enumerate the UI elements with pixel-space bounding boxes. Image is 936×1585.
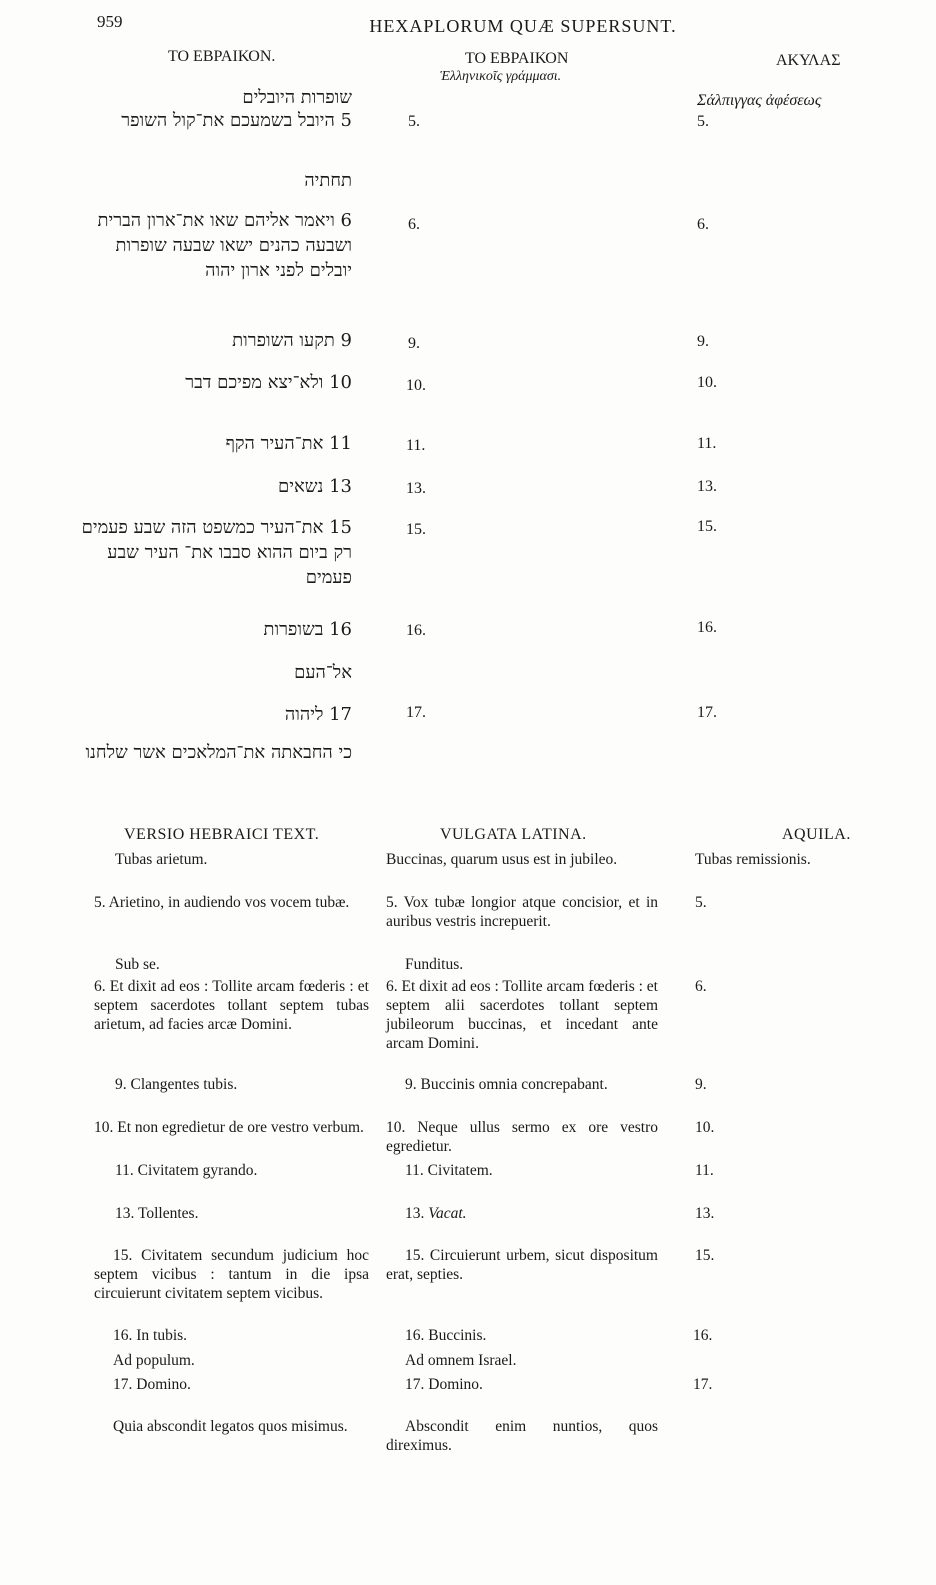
aquila-latin: 11. xyxy=(695,1162,714,1179)
aquila-number: 11. xyxy=(697,435,717,452)
hebrew-line: תחתיה xyxy=(304,170,352,191)
aquila-number: 17. xyxy=(697,704,717,721)
translit-number: 17. xyxy=(406,704,426,721)
hebrew-line: 5 היובל בשמעכם את־קול השופר xyxy=(121,110,352,131)
aquila-number: 10. xyxy=(697,374,717,391)
versio-text: 15. Civitatem secundum judicium hoc septem vicibus : tantum in die ipsa circuierunt civitatem septem vicibus. xyxy=(94,1247,369,1302)
vulgata-number: 13. xyxy=(405,1205,425,1222)
aquila-number: 15. xyxy=(697,518,717,535)
aquila-latin: 6. xyxy=(695,978,707,995)
aquila-number: 5. xyxy=(697,113,709,130)
vulgata-text xyxy=(405,1204,467,1223)
vulgata-text: 9. Buccinis omnia concrepabant. xyxy=(405,1076,608,1093)
versio-text: 6. Et dixit ad eos : Tollite arcam fœderis : et septem sacerdotes tollant septem tubas arietum, ad facies arcæ Domini. xyxy=(94,978,369,1033)
aquila-latin: 5. xyxy=(695,894,707,911)
hebrew-line: 6 ויאמר אליהם שאו את־ארון הברית ושבעה כהנים ישאו שבעה שופרות יובלים לפני ארון יהוה xyxy=(97,210,352,281)
aquila-greek: Σάλπιγγας ἀφέσεως xyxy=(697,92,822,109)
hebrew-line: שופרות היובלים xyxy=(242,87,352,108)
versio-text: Sub se. xyxy=(115,956,160,973)
translit-number: 9. xyxy=(408,335,420,352)
aquila-latin: 10. xyxy=(695,1119,715,1136)
versio-text: 9. Clangentes tubis. xyxy=(115,1076,238,1093)
versio-text: Quia abscondit legatos quos misimus. xyxy=(113,1418,348,1435)
upper-col2-header: ΤΟ ΕΒΡΑΙΚΟΝ xyxy=(465,50,569,67)
hebrew-line: 9 תקעו השופרות xyxy=(232,330,352,351)
vulgata-text: Buccinas, quarum usus est in jubileo. xyxy=(386,851,618,868)
aquila-number: 13. xyxy=(697,478,717,495)
versio-text: Ad populum. xyxy=(113,1352,195,1369)
versio-text: 11. Civitatem gyrando. xyxy=(115,1162,258,1179)
vulgata-text: 15. Circuierunt urbem, sicut dispositum erat, septies. xyxy=(386,1247,658,1283)
hebrew-line: 16 בשופרות xyxy=(263,619,352,640)
aquila-latin: 13. xyxy=(695,1205,715,1222)
versio-text: 5. Arietino, in audiendo vos vocem tubæ. xyxy=(94,894,350,911)
hebrew-line: 10 ולא־יצא מפיכם דבר xyxy=(185,372,352,393)
versio-text: 16. In tubis. xyxy=(113,1327,188,1344)
aquila-latin: 15. xyxy=(695,1247,715,1264)
lower-col2-header: VULGATA LATINA. xyxy=(440,826,587,843)
vulgata-text: Funditus. xyxy=(405,956,464,973)
aquila-number: 9. xyxy=(697,333,709,350)
page-number: 959 xyxy=(97,12,123,31)
vulgata-text: 17. Domino. xyxy=(405,1376,483,1393)
translit-number: 5. xyxy=(408,113,420,130)
translit-number: 10. xyxy=(406,377,426,394)
aquila-latin: Tubas remissionis. xyxy=(695,851,811,868)
vulgata-text: Abscondit enim nuntios, quos direximus. xyxy=(386,1418,658,1454)
hebrew-line: 13 נשאים xyxy=(278,476,352,497)
upper-col2-subheader: Ἑλληνικοῖς γράμμασι. xyxy=(440,69,562,84)
translit-number: 16. xyxy=(406,622,426,639)
aquila-latin: 17. xyxy=(693,1376,713,1393)
aquila-latin: 9. xyxy=(695,1076,707,1093)
vulgata-vacat: Vacat. xyxy=(428,1205,467,1222)
running-title: HEXAPLORUM QUÆ SUPERSUNT. xyxy=(369,16,677,36)
versio-text: Tubas arietum. xyxy=(115,851,208,868)
lower-col1-header: VERSIO HEBRAICI TEXT. xyxy=(124,826,320,843)
translit-number: 13. xyxy=(406,480,426,497)
vulgata-text: 16. Buccinis. xyxy=(405,1327,487,1344)
vulgata-text: 10. Neque ullus sermo ex ore vestro egredietur. xyxy=(386,1119,658,1155)
vulgata-text: 5. Vox tubæ longior atque concisior, et in auribus vestris increpuerit. xyxy=(386,894,658,930)
versio-text: 17. Domino. xyxy=(113,1376,191,1393)
hebrew-line: 11 את־העיר הקף xyxy=(225,433,352,454)
translit-number: 15. xyxy=(406,521,426,538)
vulgata-text: Ad omnem Israel. xyxy=(405,1352,517,1369)
lower-col3-header: AQUILA. xyxy=(782,826,851,843)
aquila-latin: 16. xyxy=(693,1327,713,1344)
aquila-number: 16. xyxy=(697,619,717,636)
aquila-number: 6. xyxy=(697,216,709,233)
versio-text: 10. Et non egredietur de ore vestro verbum. xyxy=(94,1119,364,1136)
hebrew-line: אל־העם xyxy=(294,662,352,683)
vulgata-text: 6. Et dixit ad eos : Tollite arcam fœderis : et septem alii sacerdotes tollant septem jubileorum buccinas, et incedant ante arcam Domini. xyxy=(386,978,658,1052)
hebrew-line: 15 את־העיר כמשפט הזה שבע פעמים רק ביום ההוא סבבו את־ העיר שבע פעמים xyxy=(81,517,352,588)
upper-col3-header: ΑΚΥΛΑΣ xyxy=(776,52,841,69)
upper-col1-header: ΤΟ ΕΒΡΑΙΚΟΝ. xyxy=(168,48,276,65)
hebrew-line: כי החבאתה את־המלאכים אשר שלחנו xyxy=(85,742,352,763)
hebrew-line: 17 ליהוה xyxy=(284,704,352,725)
versio-text: 13. Tollentes. xyxy=(115,1205,199,1222)
vulgata-text: 11. Civitatem. xyxy=(405,1162,493,1179)
translit-number: 6. xyxy=(408,216,420,233)
translit-number: 11. xyxy=(406,437,426,454)
